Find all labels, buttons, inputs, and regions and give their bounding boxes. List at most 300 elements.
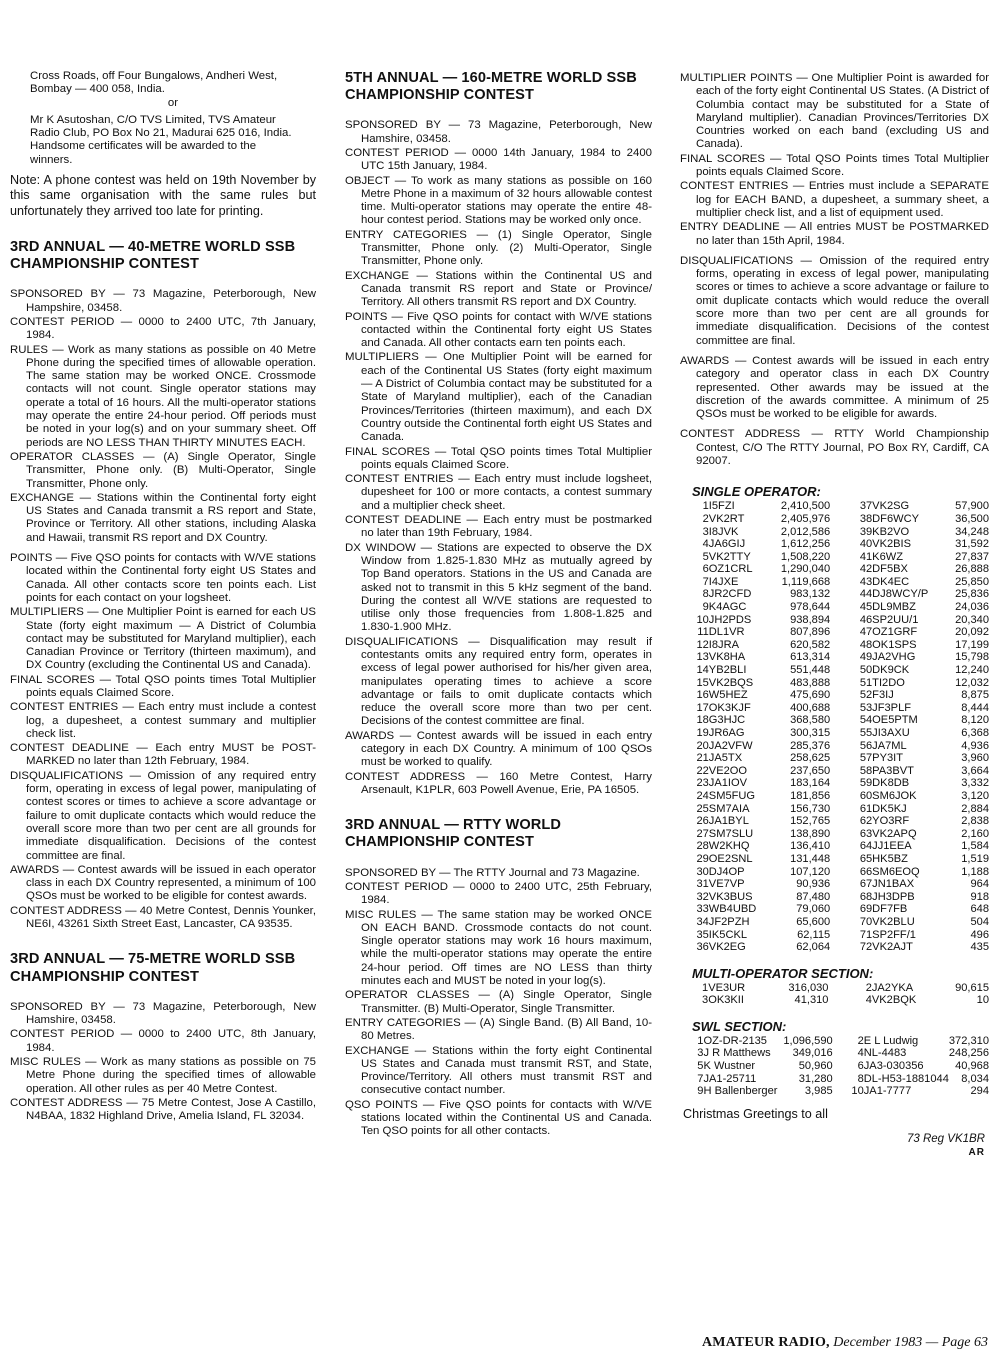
- score-cell: 2,405,976: [780, 512, 831, 525]
- rule-item: CONTEST PERIOD — 0000 to 2400 UTC, 8th January, 1984.: [10, 1028, 316, 1054]
- score-cell: 62,064: [796, 941, 831, 954]
- text-line: or: [167, 96, 179, 109]
- rule-item: MULTIPLIERS — One Multiplier Point is earned for each US State (forty eight maximum — A District of Columbia contact may be substituted for Maryland multiplier), each Canadian Province or Territory (thirteen maximum), and DX Country (excluding the Continental US and Canada).: [10, 606, 316, 672]
- score-cell: 400,688: [790, 701, 831, 714]
- rank-cell: 72: [859, 941, 873, 954]
- callsign-cell: DK9CK: [872, 664, 910, 677]
- score-cell: 1,584: [961, 840, 989, 853]
- multi-operator-title: MULTI-OPERATOR SECTION:: [692, 965, 874, 981]
- rank-cell: 17: [696, 701, 709, 714]
- rule-item: SPONSORED BY — The RTTY Journal and 73 Magazine.: [345, 866, 640, 879]
- rank-cell: 13: [696, 651, 709, 664]
- rule-item: POINTS — Five QSO points for contact with W/VE stations contacted within the Continental forty eight US States and Canada. All other contacts earn ten points each.: [345, 310, 652, 350]
- rule-item: OPERATOR CLASSES — (A) Single Operator, Single Transmitter. (B) Multi-Operator, Single Transmitter.: [345, 989, 652, 1015]
- callsign-cell: K Wustner: [703, 1060, 756, 1073]
- rank-cell: 2: [865, 981, 872, 994]
- rank-cell: 6: [702, 563, 709, 576]
- callsign-cell: JA1IOV: [708, 777, 748, 790]
- score-cell: 1,508,220: [780, 550, 831, 563]
- callsign-cell: JA2YKA: [871, 981, 914, 994]
- result-row: [692, 1073, 989, 1086]
- callsign-cell: G3HJC: [708, 714, 746, 727]
- score-cell: 258,625: [790, 752, 831, 765]
- rank-cell: 6: [857, 1060, 864, 1073]
- swl-title: SWL SECTION:: [692, 1018, 787, 1034]
- greeting-text: Christmas Greetings to all: [683, 1106, 828, 1121]
- result-row: [692, 777, 989, 790]
- rule-item: RULES — Work as many stations as possible on 40 Metre Phone during the specified times of allowable operation. The same station may be worked ONCE. Crossmode contacts will not count. Single operator stations may operate a total of 16 hours. All the multi-operator stations may operate the entire 24-hour period. Off periods must be noted in your log(s) and on your summary sheet. Off periods are NO LESS THAN THIRTY MINUTES EACH.: [10, 343, 316, 449]
- callsign-cell: J R Matthews: [703, 1047, 771, 1060]
- callsign-cell: DL9MBZ: [872, 601, 916, 614]
- result-row: [692, 664, 989, 677]
- callsign-cell: VK2SG: [872, 500, 910, 513]
- callsign-cell: TI2DO: [872, 676, 905, 689]
- result-row: [692, 588, 989, 601]
- callsign-cell: OK3KII: [708, 994, 744, 1007]
- rule-item: EXCHANGE — Stations within the forty eight Continental US States and Canada must transmit RST, and State, Province/Territory. All others must transmit RST and consecutive contact number.: [345, 1044, 652, 1097]
- rank-cell: 23: [696, 777, 709, 790]
- callsign-cell: YB2BLI: [708, 664, 747, 677]
- score-cell: 79,060: [796, 903, 831, 916]
- result-row: [692, 866, 989, 879]
- callsign-cell: DF7FB: [872, 903, 908, 916]
- score-cell: 90,615: [955, 981, 989, 994]
- results-tables: [680, 484, 989, 1098]
- rank-cell: 61: [859, 802, 873, 815]
- text-line: winners.: [30, 153, 73, 166]
- callsign-cell: JA2VFW: [708, 739, 753, 752]
- section-heading-75m: 3RD ANNUAL — 75-METRE WORLD SSB CHAMPIONSHIP CONTEST: [10, 951, 296, 985]
- result-row: [692, 689, 989, 702]
- score-cell: 183,164: [790, 777, 831, 790]
- section-rtty-rules-cont: [680, 72, 989, 468]
- issue-date-page: December 1983 — Page 63: [833, 1335, 988, 1350]
- rank-cell: 21: [696, 752, 709, 765]
- page-footer: [702, 1335, 988, 1351]
- callsign-cell: JI3AXU: [872, 727, 910, 739]
- score-cell: 65,600: [796, 915, 831, 928]
- score-cell: 483,888: [790, 676, 831, 689]
- single-operator-table: [692, 500, 989, 953]
- rule-item: CONTEST ENTRIES — Each entry must include a contest log, a dupesheet, a contest summary and multiplier check list.: [10, 701, 316, 740]
- rank-cell: 3: [697, 1047, 704, 1060]
- score-cell: 62,115: [797, 928, 831, 941]
- callsign-cell: DF5BX: [872, 563, 908, 576]
- rule-item: DISQUALIFICATIONS — Omission of the required entry forms, operating in excess of legal power, manipulating scores or times to achieve a score advantage or failure to omit duplicate contacts which would reduce the overall score more than two per cent are all grounds for immediate disqualification. Decisions of the contest committee are final.: [680, 254, 989, 347]
- result-row: [692, 929, 989, 942]
- callsign-cell: YO3RF: [872, 815, 910, 828]
- multi-operator-table: [692, 982, 989, 1007]
- result-row: [692, 840, 989, 853]
- rank-cell: 40: [859, 538, 873, 551]
- rank-cell: 64: [859, 840, 873, 853]
- score-cell: 978,644: [790, 601, 831, 614]
- score-cell: 12,240: [955, 664, 989, 677]
- rank-cell: 60: [859, 789, 873, 802]
- score-cell: 181,856: [790, 789, 831, 802]
- callsign-cell: H Ballenberger: [703, 1085, 778, 1098]
- rank-cell: 44: [859, 588, 873, 601]
- score-cell: 10: [976, 994, 989, 1007]
- score-cell: 2,884: [961, 802, 989, 815]
- rank-cell: 7: [697, 1072, 704, 1085]
- result-row: [692, 853, 989, 866]
- rank-cell: 52: [859, 689, 873, 702]
- result-row: [692, 1085, 989, 1098]
- result-row: [692, 538, 989, 551]
- rank-cell: 50: [859, 664, 873, 677]
- result-row: [692, 677, 989, 690]
- column-1: [10, 70, 316, 1124]
- result-row: [692, 639, 989, 652]
- rank-cell: 36: [696, 941, 709, 954]
- callsign-cell: JA1BYL: [708, 815, 749, 828]
- callsign-cell: IK5CKL: [708, 928, 748, 941]
- rank-cell: 51: [859, 676, 873, 689]
- rank-cell: 43: [859, 575, 873, 588]
- score-cell: 1,188: [961, 865, 989, 878]
- callsign-cell: VK8HA: [708, 651, 746, 664]
- rank-cell: 8: [857, 1072, 864, 1085]
- callsign-cell: JA1-7777: [863, 1085, 912, 1098]
- callsign-cell: JH2PDS: [708, 613, 752, 626]
- callsign-cell: DL1VR: [708, 626, 745, 639]
- rank-cell: 19: [696, 727, 709, 739]
- score-cell: 57,900: [955, 500, 989, 513]
- score-cell: 3,332: [961, 777, 989, 790]
- callsign-cell: K4AGC: [708, 601, 747, 614]
- result-row: [692, 815, 989, 828]
- rank-cell: 1: [702, 981, 709, 994]
- callsign-cell: E L Ludwig: [863, 1034, 919, 1047]
- score-cell: 20,092: [955, 626, 989, 639]
- score-cell: 8,444: [961, 701, 989, 714]
- callsign-cell: VK2APQ: [872, 827, 917, 840]
- callsign-cell: SM7SLU: [708, 827, 754, 840]
- score-cell: 8,875: [961, 689, 989, 702]
- rule-item: CONTEST PERIOD — 0000 to 2400 UTC, 25th February, 1984.: [345, 880, 652, 907]
- result-row: [692, 740, 989, 753]
- rank-cell: 48: [859, 638, 873, 651]
- callsign-cell: JA3-030356: [863, 1060, 924, 1073]
- rank-cell: 34: [696, 915, 709, 928]
- rank-cell: 57: [859, 752, 873, 765]
- score-cell: 90,936: [796, 878, 831, 891]
- score-cell: 285,376: [790, 739, 831, 752]
- rule-item: MISC RULES — The same station may be worked ONCE ON EACH BAND. Crossmode contacts do not count. Single operator stations may work 16 hours maximum, while the multi-operator stations may operate the entire 24-hour period. Off times are NO LESS than thirty minutes each and MUST be noted in your log(s).: [345, 908, 652, 988]
- callsign-cell: NL-4483: [863, 1047, 907, 1060]
- callsign-cell: VK2BQS: [708, 676, 754, 689]
- rule-item: QSO POINTS — Five QSO points for contacts with W/VE stations located within the Continental US and Canada. Ten QSO points for all other contacts.: [345, 1098, 652, 1138]
- score-cell: 12,032: [955, 676, 989, 689]
- rank-cell: 33: [696, 903, 709, 916]
- callsign-cell: PA3BVT: [872, 764, 914, 777]
- rule-item: DISQUALIFICATIONS — Disqualification may result if contestants omits any required entry form, operates in excess of legal power authorised for his/her given area, manipulates operating times to achieve a score advantage or fails to omit duplicate contacts which reduce the overall score more than two per cent. Decisions of the contest committee are final.: [345, 635, 652, 728]
- score-cell: 620,582: [790, 638, 831, 651]
- score-cell: 40,968: [955, 1060, 989, 1073]
- score-cell: 50,960: [798, 1060, 833, 1073]
- rule-item: CONTEST ADDRESS — RTTY World Championship Contest, C/O The RTTY Journal, PO Box RY, Cardiff, CA 92007.: [680, 428, 989, 468]
- score-cell: 25,836: [955, 588, 989, 601]
- score-cell: 918: [970, 890, 989, 903]
- score-cell: 551,448: [790, 664, 831, 677]
- rank-cell: 9: [702, 601, 709, 614]
- rank-cell: 18: [696, 714, 709, 727]
- score-cell: 807,896: [790, 626, 831, 639]
- callsign-cell: OZ1GRF: [872, 626, 918, 639]
- result-row: [692, 765, 989, 778]
- callsign-cell: DK4EC: [872, 575, 910, 588]
- address-block: [10, 70, 316, 167]
- score-cell: 435: [970, 941, 989, 954]
- result-row: [692, 891, 989, 904]
- result-row: [692, 513, 989, 526]
- score-cell: 27,837: [955, 550, 989, 563]
- callsign-cell: WB4UBD: [708, 903, 757, 916]
- score-cell: 152,765: [790, 815, 831, 828]
- callsign-cell: SM6EOQ: [872, 865, 920, 878]
- callsign-cell: VK2TTY: [708, 550, 751, 563]
- rank-cell: 2: [702, 512, 709, 525]
- score-cell: 4,936: [961, 739, 989, 752]
- callsign-cell: VE2OO: [708, 764, 748, 777]
- result-row: [692, 828, 989, 841]
- result-row: [692, 626, 989, 639]
- result-row: [692, 878, 989, 891]
- rule-item: SPONSORED BY — 73 Magazine, Peterborough, New Hampshire, 03458.: [10, 288, 316, 314]
- score-cell: 2,012,586: [780, 525, 831, 538]
- score-cell: 1,096,590: [783, 1034, 833, 1047]
- callsign-cell: DJ8WCY/P: [872, 588, 929, 601]
- result-row: [692, 563, 989, 576]
- rule-item: CONTEST DEADLINE — Each entry must be postmarked no later than 19th February, 1984.: [345, 514, 652, 540]
- callsign-cell: JH3DPB: [872, 890, 915, 903]
- rule-item: SPONSORED BY — 73 Magazine, Peterborough, New Hamshire, 03458.: [345, 119, 652, 145]
- rank-cell: 4: [702, 538, 709, 551]
- score-cell: 8,034: [961, 1072, 989, 1085]
- callsign-cell: JF2PZH: [708, 915, 750, 928]
- magazine-name: AMATEUR RADIO,: [701, 1335, 830, 1350]
- rank-cell: 47: [859, 626, 873, 639]
- callsign-cell: I8JRA: [708, 638, 740, 651]
- score-cell: 41,310: [794, 994, 829, 1007]
- score-cell: 368,580: [790, 714, 831, 727]
- result-row: [692, 526, 989, 539]
- rank-cell: 2: [857, 1034, 864, 1047]
- score-cell: 983,132: [790, 588, 831, 601]
- result-row: [692, 551, 989, 564]
- rank-cell: 16: [696, 689, 709, 702]
- callsign-cell: SP2FF/1: [872, 928, 916, 941]
- rule-item: CONTEST ENTRIES — Entries must include a SEPARATE log for EACH BAND, a dupesheet, a summary sheet, a multiplier check list, and a list of equipment used.: [680, 180, 989, 219]
- section-75m-rules: [10, 1001, 316, 1124]
- callsign-cell: DJ4OP: [708, 865, 745, 878]
- score-cell: 504: [970, 915, 989, 928]
- callsign-cell: HK5BZ: [872, 852, 908, 865]
- rank-cell: 67: [859, 878, 873, 891]
- callsign-cell: OE2SNL: [708, 852, 753, 865]
- callsign-cell: OE5PTM: [872, 714, 918, 727]
- score-cell: 24,036: [955, 601, 989, 614]
- rank-cell: 22: [696, 764, 709, 777]
- text-line: Radio Club, PO Box No 21, Madurai 625 016, India.: [30, 127, 292, 140]
- rule-item: AWARDS — Contest awards will be issued in each operator class in each DX Country represented, a minimum of 100 QSOs must be worked to be eligible for contest awards.: [10, 863, 316, 903]
- score-cell: 17,199: [955, 638, 989, 651]
- callsign-cell: DK8DB: [872, 777, 910, 790]
- rule-item: AWARDS — Contest awards will be issued in each entry category and operator class in each DX Country represented. Other awards may be issued at the discretion of the awards committee. A minimum of 25 QSOs must be worked to be eligible for awards.: [680, 354, 989, 421]
- rank-cell: 39: [859, 525, 873, 538]
- callsign-cell: JJ1EEA: [872, 840, 912, 853]
- rank-cell: 29: [696, 852, 709, 865]
- callsign-cell: SM7AIA: [708, 802, 750, 815]
- rank-cell: 10: [851, 1085, 864, 1098]
- rank-cell: 1: [697, 1034, 704, 1047]
- score-cell: 136,410: [790, 840, 831, 853]
- rule-item: CONTEST PERIOD — 0000 to 2400 UTC, 7th January, 1984.: [10, 315, 316, 342]
- callsign-cell: VE7VP: [708, 878, 745, 891]
- section-rtty-rules: [345, 867, 652, 1139]
- score-cell: 3,985: [804, 1085, 833, 1098]
- score-cell: 294: [970, 1085, 989, 1098]
- result-row: [692, 1035, 989, 1048]
- rank-cell: 68: [859, 890, 873, 903]
- score-cell: 475,690: [790, 689, 831, 702]
- rule-item: OBJECT — To work as many stations as possible on 160 Metre Phone in a maximum of 32 hours allowable contest time. Multi-operator stations may operate the entire 48-hour contest period. Stations may be worked only once.: [345, 174, 652, 227]
- section-40m-rules: [10, 288, 316, 931]
- callsign-cell: JA7ML: [872, 739, 907, 752]
- rank-cell: 3: [702, 994, 709, 1007]
- score-cell: 107,120: [790, 865, 831, 878]
- callsign-cell: DK5KJ: [872, 802, 907, 815]
- rank-cell: 14: [696, 664, 709, 677]
- result-row: [692, 803, 989, 816]
- score-cell: 8,120: [961, 714, 989, 727]
- result-row: [692, 903, 989, 916]
- score-cell: 31,280: [798, 1072, 833, 1085]
- rule-item: FINAL SCORES — Total QSO points times Total Multiplier points equals Claimed Score.: [345, 445, 652, 471]
- rank-cell: 56: [859, 739, 873, 752]
- callsign-cell: VK2AJT: [872, 941, 913, 954]
- callsign-cell: VK2BQK: [871, 994, 917, 1007]
- result-row: [692, 714, 989, 727]
- column-2: [345, 70, 652, 1140]
- result-row: [692, 601, 989, 614]
- text-line: Bombay — 400 058, India.: [30, 83, 165, 96]
- rank-cell: 3: [702, 525, 709, 538]
- rank-cell: 1: [702, 500, 709, 513]
- score-cell: 6,368: [961, 727, 989, 739]
- rank-cell: 46: [859, 613, 873, 626]
- result-row: [692, 994, 989, 1007]
- score-cell: 3,664: [961, 764, 989, 777]
- callsign-cell: PY3IT: [872, 752, 903, 765]
- rule-item: CONTEST ADDRESS — 75 Metre Contest, Jose A Castillo, N4BAA, 1832 Highland Drive, Amelia Island, FL 32034.: [10, 1096, 316, 1123]
- callsign-cell: I8JVK: [708, 525, 739, 538]
- text-line: Mr K Asutoshan, C/O TVS Limited, TVS Amateur: [30, 113, 276, 126]
- score-cell: 300,315: [790, 727, 831, 739]
- callsign-cell: VE3UR: [708, 981, 746, 994]
- section-heading-rtty: 3RD ANNUAL — RTTY WORLD CHAMPIONSHIP CONTEST: [345, 817, 562, 851]
- rank-cell: 54: [859, 714, 873, 727]
- score-cell: 248,256: [948, 1047, 989, 1060]
- rule-item: DX WINDOW — Stations are expected to observe the DX Window from 1.825-1.830 MHz as mutually agreed by Top Band operators. Stations in the US and Canada are asked not to transmit in this 5 kHz segment of the band. During the contest all W/VE stations are requested to utilise only those frequencies from 1.808-1.825 and 1.830-1.900 MHz.: [345, 541, 652, 634]
- callsign-cell: SM6JOK: [872, 789, 917, 802]
- score-cell: 3,960: [961, 752, 989, 765]
- rank-cell: 28: [696, 840, 709, 853]
- rule-item: FINAL SCORES — Total QSO points times Total Multiplier points equals Claimed Score.: [10, 673, 316, 699]
- score-cell: 964: [970, 878, 989, 891]
- callsign-cell: JA2VHG: [872, 651, 916, 664]
- score-cell: 2,838: [961, 815, 989, 828]
- text-line: Handsome certificates will be awarded to the: [30, 140, 257, 153]
- callsign-cell: JR2CFD: [708, 588, 752, 601]
- score-cell: 372,310: [948, 1034, 989, 1047]
- rank-cell: 10: [696, 613, 709, 626]
- rank-cell: 5: [697, 1060, 704, 1073]
- rank-cell: 41: [859, 550, 873, 563]
- score-cell: 36,500: [955, 512, 989, 525]
- callsign-cell: VK2BLU: [872, 915, 915, 928]
- callsign-cell: KB2VO: [872, 525, 910, 538]
- rule-item: CONTEST ADDRESS — 160 Metre Contest, Harry Arsenault, K1PLR, 603 Powell Avenue, Erie, PA 16505.: [345, 770, 652, 796]
- callsign-cell: VK2BIS: [872, 538, 912, 551]
- score-cell: 613,314: [790, 651, 831, 664]
- rank-cell: 30: [696, 865, 709, 878]
- score-cell: 15,798: [955, 651, 989, 664]
- callsign-cell: W2KHQ: [708, 840, 750, 853]
- result-row: [692, 727, 989, 740]
- score-cell: 496: [970, 928, 989, 941]
- score-cell: 20,340: [955, 613, 989, 626]
- single-operator-title: SINGLE OPERATOR:: [692, 484, 821, 500]
- score-cell: 31,592: [955, 538, 989, 551]
- callsign-cell: JA5TX: [708, 752, 743, 765]
- rank-cell: 11: [697, 626, 709, 639]
- callsign-cell: OK3KJF: [708, 701, 751, 714]
- result-row: [692, 614, 989, 627]
- rank-cell: 69: [859, 903, 873, 916]
- result-row: [692, 916, 989, 929]
- rank-cell: 26: [696, 815, 709, 828]
- score-cell: 2,160: [961, 827, 989, 840]
- rank-cell: 9: [697, 1085, 704, 1098]
- callsign-cell: K6WZ: [872, 550, 903, 563]
- score-cell: 349,016: [792, 1047, 833, 1060]
- score-cell: 138,890: [790, 827, 831, 840]
- rank-cell: 53: [859, 701, 873, 714]
- rank-cell: 7: [702, 575, 709, 588]
- score-cell: 316,030: [788, 981, 829, 994]
- result-row: [692, 1047, 989, 1060]
- rule-item: MISC RULES — Work as many stations as possible on 75 Metre Phone during the specified times of allowable operation. All other rules as per 40 Metre Contest.: [10, 1055, 316, 1095]
- rank-cell: 42: [859, 563, 873, 576]
- callsign-cell: OK1SPS: [872, 638, 917, 651]
- rank-cell: 70: [859, 915, 873, 928]
- score-cell: 1,519: [961, 852, 989, 865]
- rank-cell: 37: [859, 500, 873, 513]
- rule-item: CONTEST ADDRESS — 40 Metre Contest, Dennis Younker, NE6I, 43261 Sixth Street East, Lancaster, CA 93535.: [10, 904, 316, 931]
- rule-item: CONTEST DEADLINE — Each entry MUST be POST-MARKED no later than 12th February, 1984.: [10, 742, 316, 768]
- callsign-cell: I4JXE: [708, 575, 739, 588]
- result-row: [692, 790, 989, 803]
- result-row: [692, 982, 989, 995]
- rank-cell: 66: [859, 865, 873, 878]
- callsign-cell: DL-H53-1881044: [863, 1072, 949, 1085]
- callsign-cell: SM5FUG: [708, 789, 756, 802]
- rank-cell: 45: [859, 601, 873, 614]
- callsign-cell: OZ1CRL: [708, 563, 753, 576]
- callsign-cell: VK2EG: [708, 941, 746, 954]
